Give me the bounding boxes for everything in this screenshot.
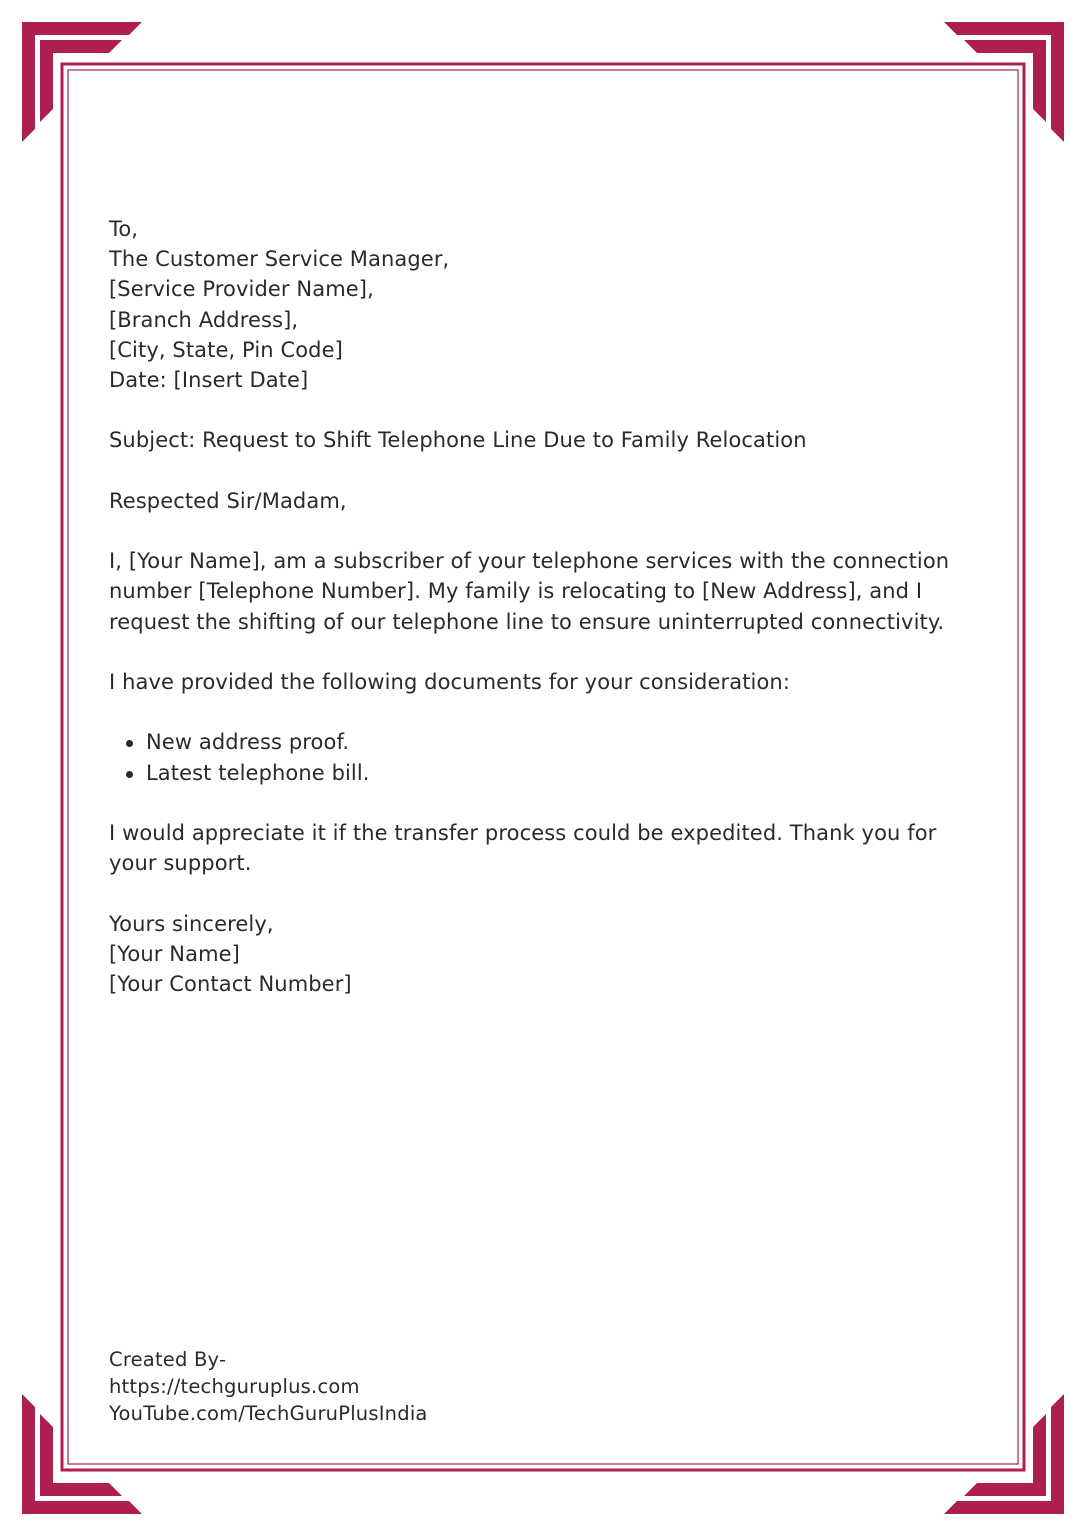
address-line: [City, State, Pin Code] xyxy=(109,337,343,362)
letter-body xyxy=(109,214,989,999)
list-item: Latest telephone bill. xyxy=(146,758,989,788)
list-item: New address proof. xyxy=(146,727,989,757)
created-by-label: Created By- xyxy=(109,1348,227,1371)
address-line: To, xyxy=(109,217,139,241)
address-line: [Service Provider Name], xyxy=(109,277,374,302)
signature-name: [Your Name] xyxy=(109,941,240,966)
address-line: The Customer Service Manager, xyxy=(109,247,450,272)
documents-list xyxy=(109,727,989,787)
closing: Yours sincerely, xyxy=(109,911,274,936)
body-paragraph: I have provided the following documents for your consideration: xyxy=(109,669,791,694)
corner-ornament-bottom-right xyxy=(944,1394,1064,1514)
body-paragraph: I would appreciate it if the transfer process could be expedited. Thank you for your support. xyxy=(109,820,937,876)
address-line: [Branch Address], xyxy=(109,307,299,332)
credits-footer xyxy=(109,1346,428,1427)
body-paragraph: I, [Your Name], am a subscriber of your telephone services with the connection number [Telephone Number]. My family is relocating to [New Address], and I request the shifting of our telephone line to ensure uninterrupted connectivity. xyxy=(109,549,950,634)
signature-contact: [Your Contact Number] xyxy=(109,971,352,996)
date-line: Date: [Insert Date] xyxy=(109,368,309,393)
youtube-link[interactable]: YouTube.com/TechGuruPlusIndia xyxy=(109,1402,428,1425)
salutation: Respected Sir/Madam, xyxy=(109,488,347,513)
corner-ornament-top-right xyxy=(944,22,1064,142)
corner-ornament-top-left xyxy=(22,22,142,142)
website-link[interactable]: https://techguruplus.com xyxy=(109,1375,360,1398)
subject-line: Subject: Request to Shift Telephone Line Due to Family Relocation xyxy=(109,428,807,453)
recipient-address-block xyxy=(109,214,989,395)
